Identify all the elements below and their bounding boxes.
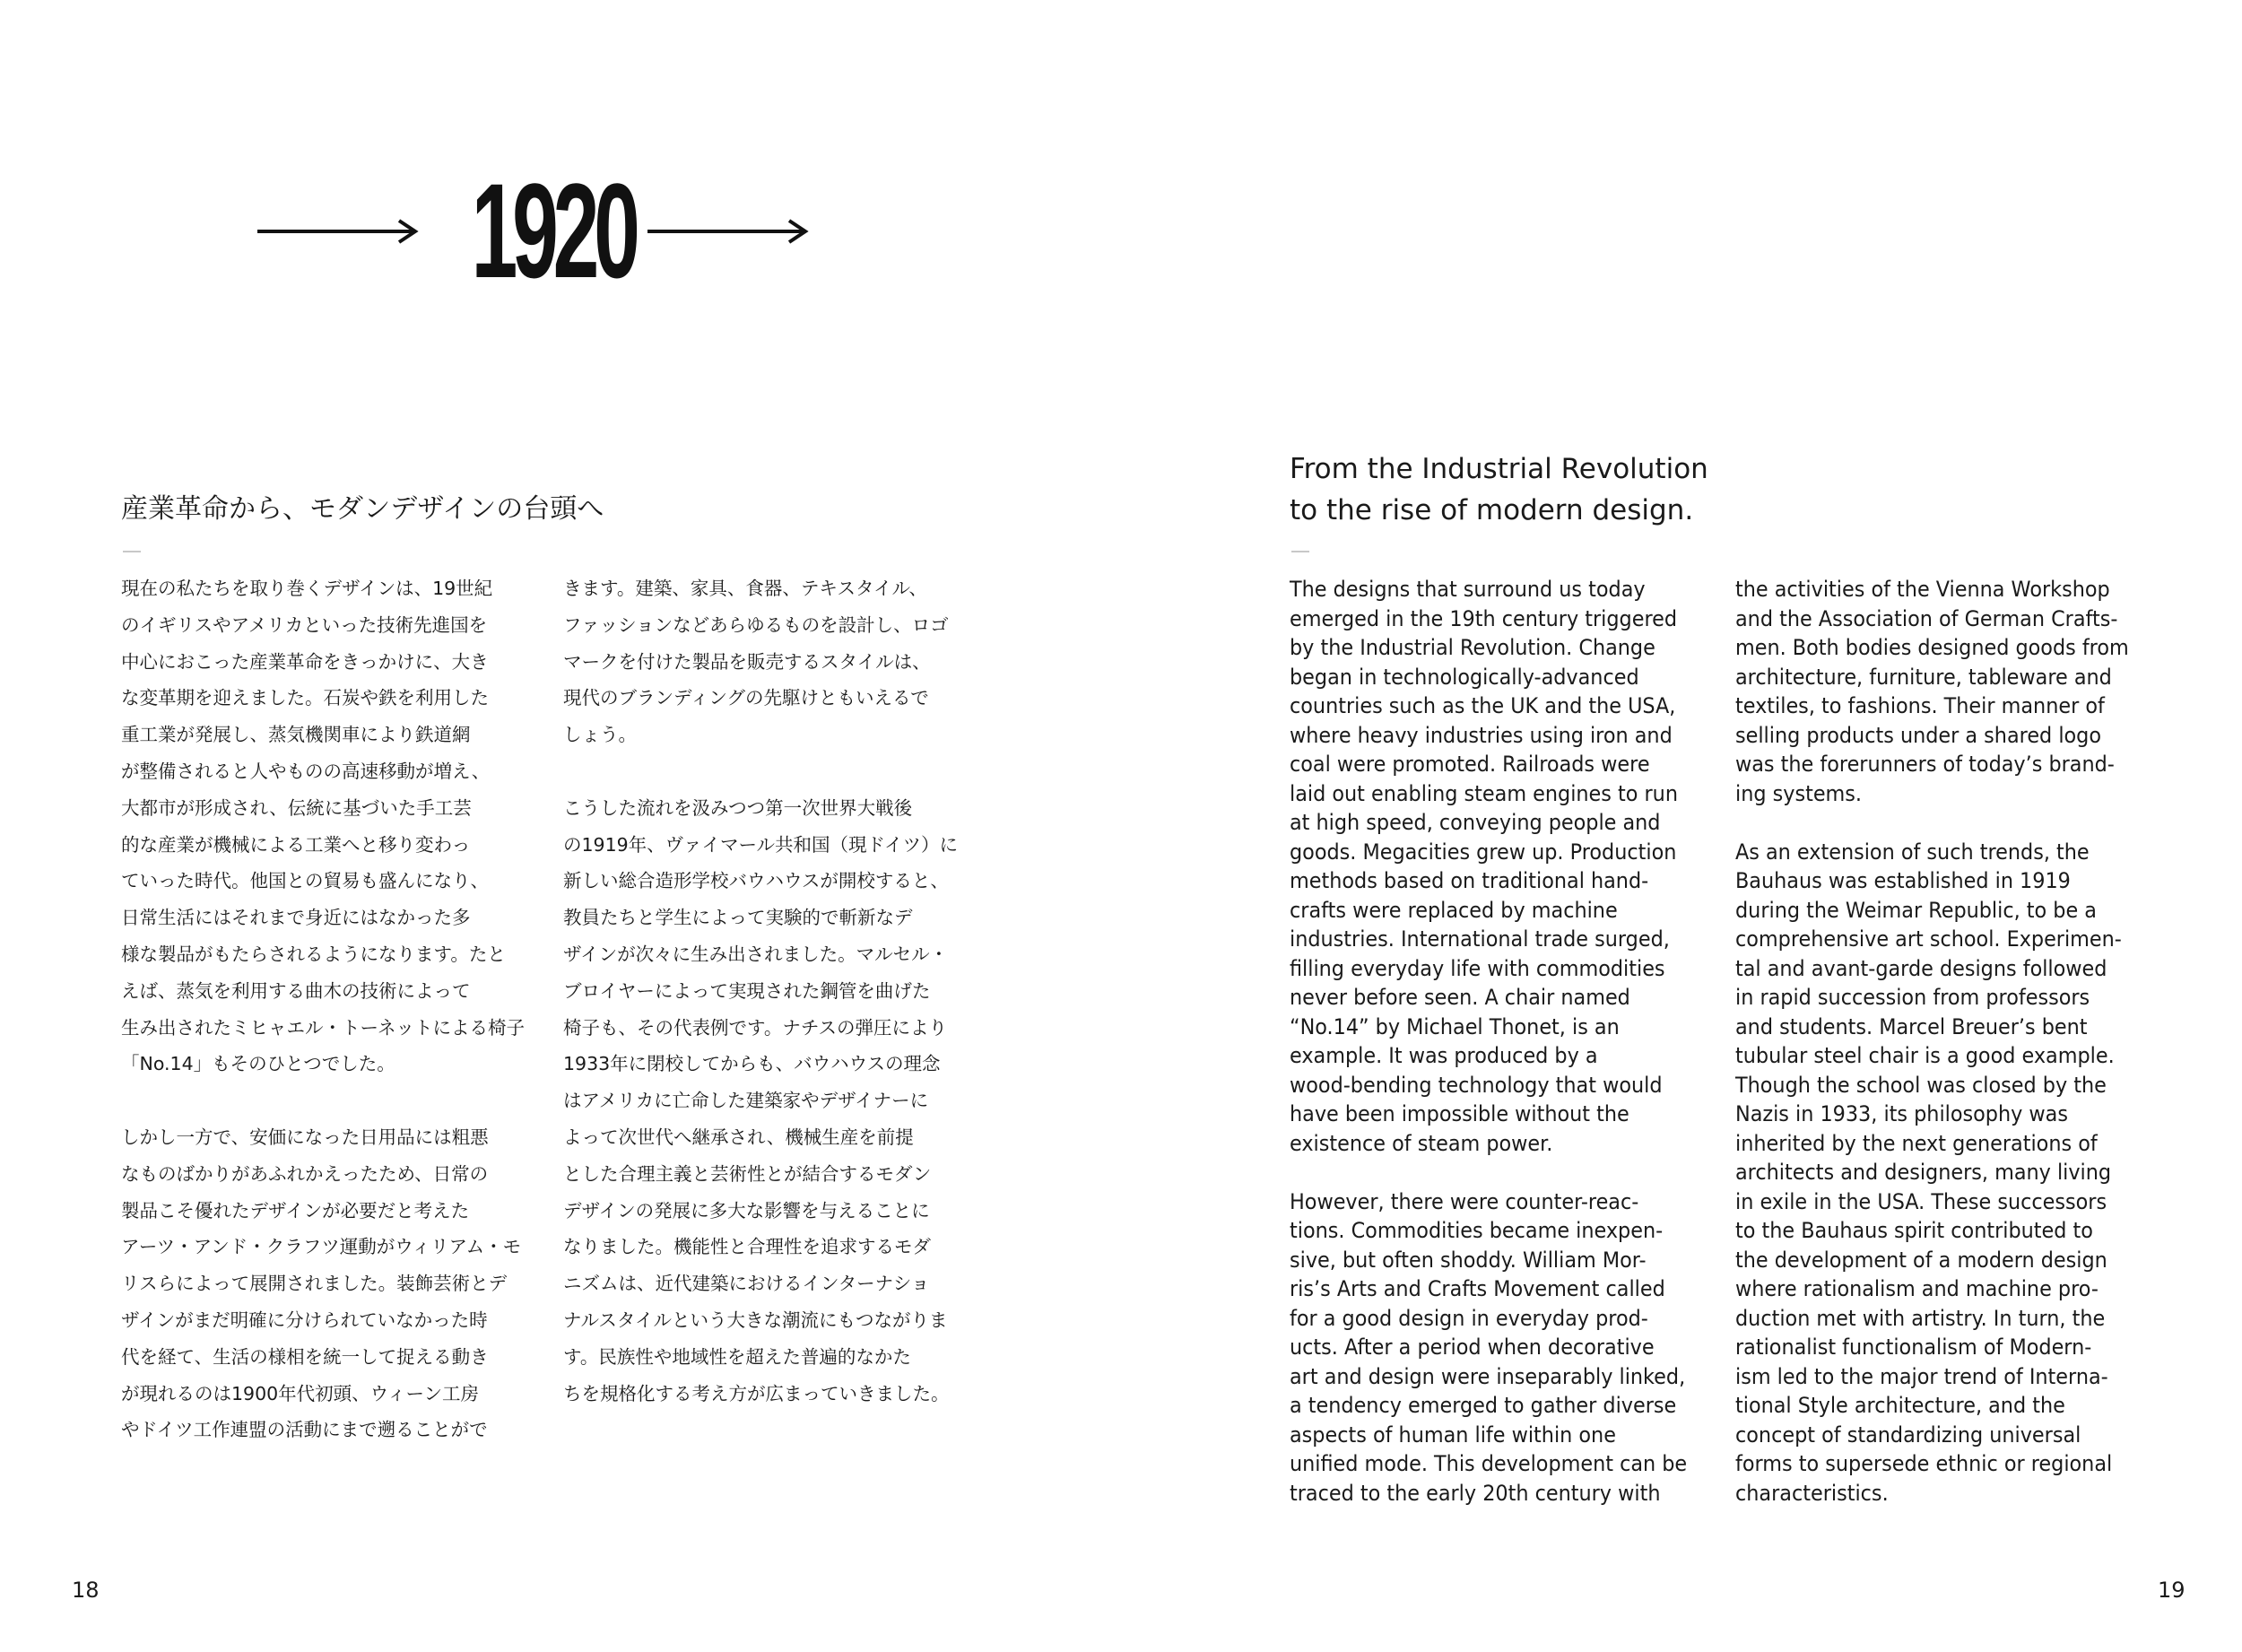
text-line: こうした流れを汲みつつ第一次世界大戦後 xyxy=(563,796,913,819)
text-line: ナルスタイルという大きな潮流にもつながりま xyxy=(563,1309,948,1331)
text-line: to the Bauhaus spirit contributed to xyxy=(1735,1218,2093,1243)
text-line: architecture, furniture, tableware and xyxy=(1735,664,2112,690)
text-line: 現代のブランディングの先駆けともいえるで xyxy=(563,687,929,709)
text-line: 「No.14」もそのひとつでした。 xyxy=(121,1053,395,1075)
text-line: 教員たちと学生によって実験的で斬新なデ xyxy=(563,907,913,929)
text-line: ファッションなどあらゆるものを設計し、ロゴ xyxy=(563,613,949,636)
text-line: forms to supersede ethnic or regional xyxy=(1735,1451,2113,1476)
text-line: crafts were replaced by machine xyxy=(1290,897,1618,923)
text-line: As an extension of such trends, the xyxy=(1735,839,2090,865)
text-line: began in technologically-advanced xyxy=(1290,664,1639,690)
text-line: とした合理主義と芸術性とが結合するモダン xyxy=(563,1162,932,1185)
text-line: tubular steel chair is a good example. xyxy=(1735,1043,2115,1068)
text-line: never before seen. A chair named xyxy=(1290,985,1630,1010)
text-line: However, there were counter-reac- xyxy=(1290,1188,1639,1214)
body-column-en-2 xyxy=(1735,575,2157,1508)
text-line: ザインがまだ明確に分けられていなかった時 xyxy=(121,1309,488,1331)
text-line: the activities of the Vienna Workshop xyxy=(1735,577,2110,602)
text-line: a tendency emerged to gather diverse xyxy=(1290,1393,1677,1418)
body-column-en-1 xyxy=(1290,575,1711,1508)
text-line: ていった時代。他国との貿易も盛んになり、 xyxy=(121,870,489,892)
text-line: の1919年、ヴァイマール共和国（現ドイツ）に xyxy=(563,833,959,856)
text-line: example. It was produced by a xyxy=(1290,1043,1598,1068)
text-line: ザインが次々に生み出されました。マルセル・ xyxy=(563,943,949,965)
text-line: Nazis in 1933, its philosophy was xyxy=(1735,1101,2068,1126)
text-line: industries. International trade surged, xyxy=(1290,926,1670,952)
text-line: unified mode. This development can be xyxy=(1290,1451,1688,1476)
text-line: concept of standardizing universal xyxy=(1735,1422,2081,1448)
text-line: tions. Commodities became inexpen- xyxy=(1290,1218,1664,1243)
text-line: at high speed, conveying people and xyxy=(1290,810,1661,835)
body-column-ja-2 xyxy=(563,570,976,1412)
heading-divider xyxy=(1291,551,1309,552)
text-line: 椅子も、その代表例です。ナチスの弾圧により xyxy=(563,1016,948,1039)
text-line: textiles, to fashions. Their manner of xyxy=(1735,693,2105,718)
text-line: しょう。 xyxy=(563,724,637,746)
text-line: えば、蒸気を利用する曲木の技術によって xyxy=(121,979,471,1002)
text-line: 生み出されたミヒャエル・トーネットによる椅子 xyxy=(121,1016,525,1039)
text-line: 代を経て、生活の様相を統一して捉える動き xyxy=(121,1345,489,1368)
text-line: はアメリカに亡命した建築家やデザイナーに xyxy=(563,1090,929,1112)
page-number: 19 xyxy=(2158,1578,2186,1603)
text-line: 新しい総合造形学校バウハウスが開校すると、 xyxy=(563,870,949,892)
text-line: where rationalism and machine pro- xyxy=(1735,1276,2099,1301)
text-line: “No.14” by Michael Thonet, is an xyxy=(1290,1013,1620,1039)
text-line: デザインの発展に多大な影響を与えることに xyxy=(563,1199,930,1222)
text-line: 中心におこった産業革命をきっかけに、大き xyxy=(121,650,489,673)
text-line: なりました。機能性と合理性を追求するモダ xyxy=(563,1236,931,1258)
text-line: 日常生活にはそれまで身近にはなかった多 xyxy=(121,907,471,929)
text-line: のイギリスやアメリカといった技術先進国を xyxy=(121,613,488,636)
paragraph-gap xyxy=(1735,808,2157,838)
text-line: 大都市が形成され、伝統に基づいた手工芸 xyxy=(121,796,472,819)
text-line: have been impossible without the xyxy=(1290,1101,1629,1126)
text-line: coal were promoted. Railroads were xyxy=(1290,752,1650,777)
text-line: men. Both bodies designed goods from xyxy=(1735,635,2129,660)
year-header xyxy=(256,155,830,306)
text-line: 現在の私たちを取り巻くデザインは、19世紀 xyxy=(121,578,493,599)
heading-line: to the rise of modern design. xyxy=(1290,494,1694,526)
text-line: for a good design in everyday prod- xyxy=(1290,1305,1648,1331)
text-line: 様な製品がもたらされるようになります。たと xyxy=(121,943,506,965)
text-line: ucts. After a period when decorative xyxy=(1290,1335,1655,1360)
heading-divider xyxy=(123,551,141,552)
body-column-ja-1 xyxy=(121,570,534,1448)
text-line: in exile in the USA. These successors xyxy=(1735,1188,2107,1214)
text-line: なものばかりがあふれかえったため、日常の xyxy=(121,1162,489,1185)
text-line: the development of a modern design xyxy=(1735,1247,2107,1273)
text-line: 1933年に閉校してからも、バウハウスの理念 xyxy=(563,1053,941,1075)
text-line: 重工業が発展し、蒸気機関車により鉄道網 xyxy=(121,724,471,746)
arrow-right-icon xyxy=(256,170,421,296)
right-page xyxy=(1121,0,2242,1652)
text-line: マークを付けた製品を販売するスタイルは、 xyxy=(563,650,931,673)
text-line: methods based on traditional hand- xyxy=(1290,868,1649,893)
text-line: やドイツ工作連盟の活動にまで遡ることがで xyxy=(121,1419,488,1441)
text-line: was the forerunners of today’s brand- xyxy=(1735,752,2115,777)
text-line: filling everyday life with commodities xyxy=(1290,955,1665,981)
text-line: Bauhaus was established in 1919 xyxy=(1735,868,2071,893)
text-line: comprehensive art school. Experimen- xyxy=(1735,926,2122,952)
text-line: emerged in the 19th century triggered xyxy=(1290,605,1678,631)
text-line: duction met with artistry. In turn, the xyxy=(1735,1305,2106,1331)
text-line: in rapid succession from professors xyxy=(1735,985,2090,1010)
text-line: traced to the early 20th century with xyxy=(1290,1480,1661,1506)
year-title: 1920 xyxy=(471,155,635,306)
text-line: な変革期を迎えました。石炭や鉄を利用した xyxy=(121,687,489,709)
text-line: リスらによって展開されました。装飾芸術とデ xyxy=(121,1273,508,1295)
text-line: by the Industrial Revolution. Change xyxy=(1290,635,1655,660)
text-line: countries such as the UK and the USA, xyxy=(1290,693,1676,718)
text-line: す。民族性や地域性を超えた普遍的なかた xyxy=(563,1345,911,1368)
text-line: architects and designers, many living xyxy=(1735,1160,2112,1185)
text-line: が現れるのは1900年代初頭、ウィーン工房 xyxy=(121,1382,480,1404)
text-line: ちを規格化する考え方が広まっていきました。 xyxy=(563,1382,950,1404)
text-line: ris’s Arts and Crafts Movement called xyxy=(1290,1276,1665,1301)
page-number: 18 xyxy=(72,1578,100,1603)
text-line: 製品こそ優れたデザインが必要だと考えた xyxy=(121,1199,470,1222)
text-line: laid out enabling steam engines to run xyxy=(1290,780,1678,806)
text-line: ism led to the major trend of Interna- xyxy=(1735,1363,2108,1389)
text-line: where heavy industries using iron and xyxy=(1290,722,1673,748)
paragraph-gap xyxy=(563,753,976,790)
text-line: art and design were inseparably linked, xyxy=(1290,1363,1686,1389)
heading-line: From the Industrial Revolution xyxy=(1290,453,1708,485)
text-line: existence of steam power. xyxy=(1290,1130,1553,1156)
text-line: しかし一方で、安価になった日用品には粗悪 xyxy=(121,1126,489,1148)
text-line: inherited by the next generations of xyxy=(1735,1130,2098,1156)
text-line: ニズムは、近代建築におけるインターナショ xyxy=(563,1273,930,1295)
text-line: が整備されると人やものの高速移動が増え、 xyxy=(121,760,491,782)
text-line: rationalist functionalism of Modern- xyxy=(1735,1335,2092,1360)
paragraph-gap xyxy=(1290,1158,1711,1187)
text-line: tal and avant-garde designs followed xyxy=(1735,955,2107,981)
text-line: ing systems. xyxy=(1735,780,1863,806)
text-line: よって次世代へ継承され、機械生産を前提 xyxy=(563,1126,914,1148)
text-line: goods. Megacities grew up. Production xyxy=(1290,839,1677,865)
text-line: きます。建築、家具、食器、テキスタイル、 xyxy=(563,578,927,599)
text-line: 的な産業が機械による工業へと移り変わっ xyxy=(121,833,471,856)
text-line: during the Weimar Republic, to be a xyxy=(1735,897,2097,923)
text-line: sive, but often shoddy. William Mor- xyxy=(1290,1247,1647,1273)
text-line: wood-bending technology that would xyxy=(1290,1072,1663,1098)
text-line: and students. Marcel Breuer’s bent xyxy=(1735,1013,2088,1039)
text-line: tional Style architecture, and the xyxy=(1735,1393,2065,1418)
text-line: aspects of human life within one xyxy=(1290,1422,1616,1448)
text-line: ブロイヤーによって実現された鋼管を曲げた xyxy=(563,979,931,1002)
text-line: アーツ・アンド・クラフツ運動がウィリアム・モ xyxy=(121,1236,522,1258)
section-heading-en xyxy=(1290,448,1792,531)
text-line: selling products under a shared logo xyxy=(1735,722,2101,748)
text-line: and the Association of German Crafts- xyxy=(1735,605,2118,631)
arrow-right-icon xyxy=(646,170,812,296)
section-heading-ja: 産業革命から、モダンデザインの台頭へ xyxy=(121,493,604,525)
text-line: The designs that surround us today xyxy=(1290,577,1646,602)
text-line: characteristics. xyxy=(1735,1480,1889,1506)
text-line: Though the school was closed by the xyxy=(1735,1072,2107,1098)
paragraph-gap xyxy=(121,1082,534,1119)
